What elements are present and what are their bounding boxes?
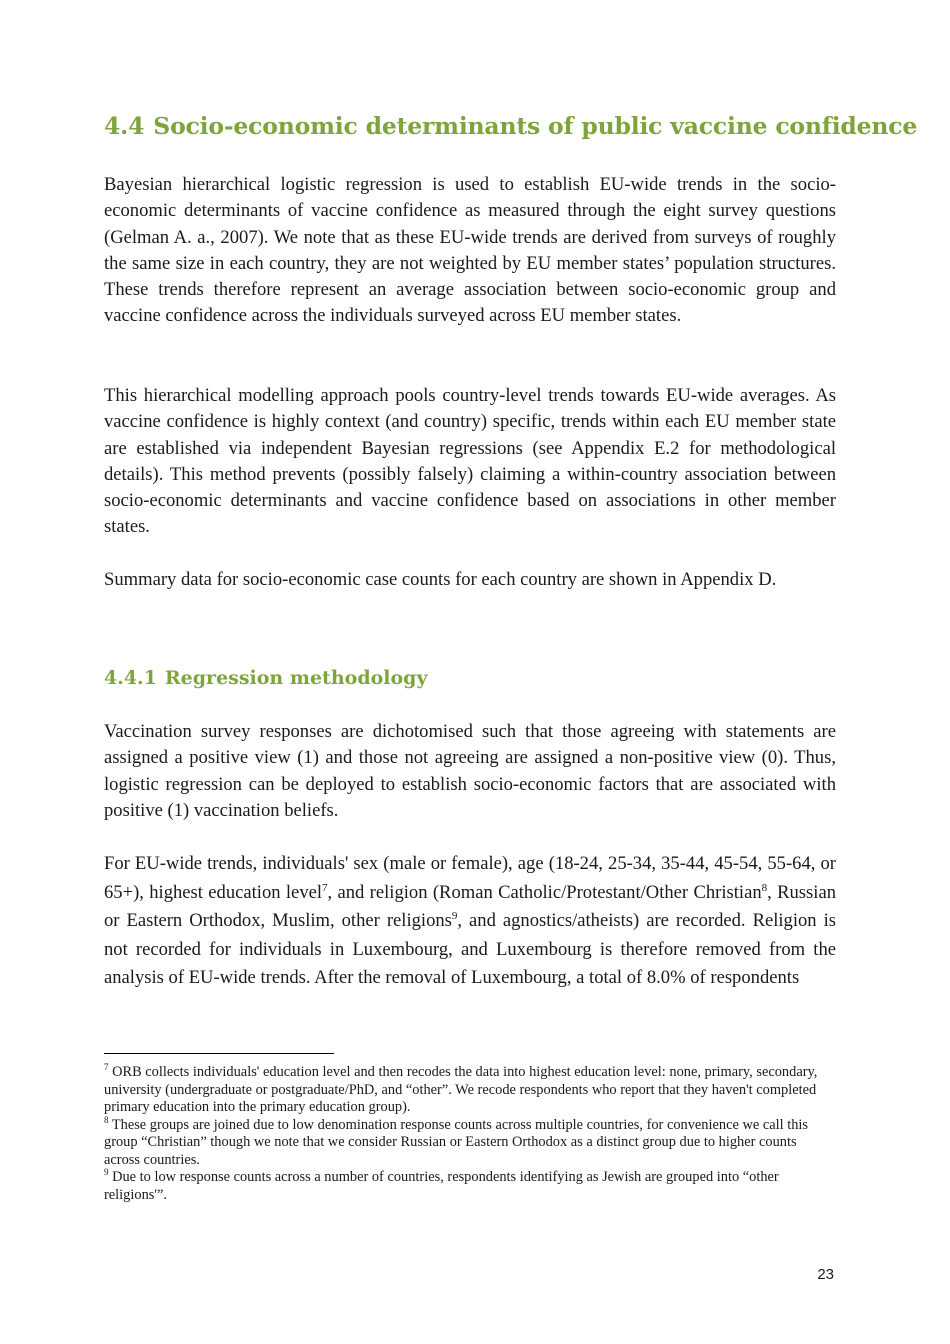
paragraph-hierarchical-modelling: This hierarchical modelling approach pools country-level trends towards EU-wide averages. As vaccine confidence is highly context (and country) specific, trends within each EU member state are established via independent Bayesian regressions (see Appendix E.2 for methodological details). This method prevents (possibly falsely) claiming a within-country association between socio-economic determinants and vaccine confidence based on associations in other member states. [104, 385, 836, 538]
footnote-ref-7[interactable]: 7 [322, 881, 328, 894]
footnote-ref-8[interactable]: 8 [761, 881, 768, 894]
page-number: 23 [817, 1266, 834, 1283]
footnote-separator [104, 1053, 334, 1054]
footnote-8 [104, 1114, 836, 1170]
footnotes [104, 1064, 836, 1204]
eu-trends-text-a: For EU-wide trends, individuals' sex (male or female), age (18-24, 25-34, 35-44, 45-54, 55-64, or 65+), highest education level [104, 853, 836, 903]
eu-trends-text-d: , and agnostics/atheists) are recorded. Religion is not recorded for individuals in Luxembourg, and Luxembourg is therefore removed from the analysis of EU-wide trends. After the removal of Luxembourg, a total of 8.0% of respondents [104, 910, 836, 989]
footnote-text: These groups are joined due to low denomination response counts across multiple countries, for convenience we call this group “Christian” though we note that we consider Russian or Eastern Orthodox as a distinct group due to higher counts across countries. [104, 1116, 808, 1168]
eu-trends-text-c: , Russian or Eastern Orthodox, Muslim, other religions [104, 881, 836, 932]
footnote-text: ORB collects individuals' education level and then recodes the data into highest education level: none, primary, secondary, university (undergraduate or postgraduate/PhD, and “other”. We recode respondents who report that they haven't completed primary education into the primary education group). [104, 1064, 818, 1115]
footnote-mark: 9 [104, 1167, 109, 1178]
paragraph-bayesian-regression: Bayesian hierarchical logistic regression is used to establish EU-wide trends in the socio-economic determinants of vaccine confidence as measured through the eight survey questions (Gelman A. a., 2007). We note that as these EU-wide trends are derived from surveys of roughly the same size in each country, they are not weighted by EU member states’ population structures. These trends therefore represent an average association between socio-economic group and vaccine confidence across the individuals surveyed across EU member states. [104, 174, 836, 327]
section-title: Socio-economic determinants of public vaccine confidence [153, 112, 918, 140]
subsection-number: 4.4.1 [104, 667, 157, 689]
footnote-mark: 8 [104, 1114, 109, 1125]
footnote-text: Due to low response counts across a number of countries, respondents identifying as Jewish are grouped into “other religions'”. [104, 1169, 779, 1203]
eu-trends-text-b: , and religion (Roman Catholic/Protestant/Other Christian [327, 881, 762, 903]
paragraph-dichotomised-responses: Vaccination survey responses are dichotomised such that those agreeing with statements are assigned a positive view (1) and those not agreeing are assigned a non-positive view (0). Thus, logistic regression can be deployed to establish socio-economic factors that are associated with positive (1) vaccination beliefs. [104, 721, 836, 821]
footnote-9 [104, 1169, 836, 1204]
footnote-7 [104, 1064, 836, 1117]
paragraph-summary-data: Summary data for socio-economic case counts for each country are shown in Appendix D. [104, 569, 777, 590]
section-number: 4.4 [104, 112, 145, 140]
subsection-heading [104, 667, 428, 689]
section-heading [104, 112, 917, 140]
subsection-title: Regression methodology [164, 667, 428, 689]
footnote-mark: 7 [104, 1062, 109, 1073]
paragraph-eu-wide-trends [104, 850, 836, 993]
footnote-ref-9[interactable]: 9 [451, 910, 458, 922]
